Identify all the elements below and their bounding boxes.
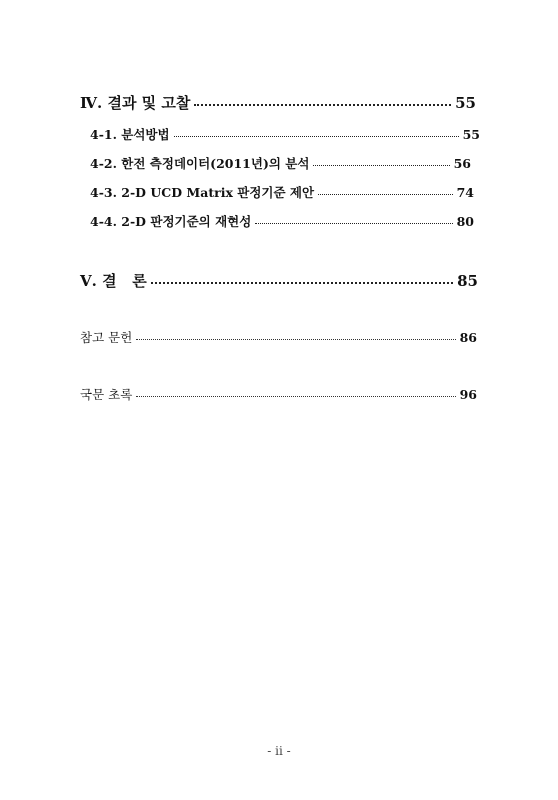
toc-entry-page: 55 [462, 127, 480, 142]
toc-entry-label: 4-4. 2-D 판정기준의 재현성 [90, 214, 252, 229]
toc-entry-page: 55 [455, 94, 476, 112]
dot-leader [313, 165, 449, 166]
toc-entry-label: 4-3. 2-D UCD Matrix 판정기준 제안 [90, 185, 315, 200]
dot-leader [255, 223, 452, 224]
toc-entry-page: 96 [459, 387, 477, 402]
dot-leader [136, 396, 455, 397]
dot-leader [318, 194, 453, 195]
toc-entry-label: Ⅳ. 결과 및 고찰 [80, 94, 191, 112]
toc-entry-korean-abstract[interactable] [80, 385, 477, 403]
toc-entry-label: Ⅴ. 결 론 [80, 272, 147, 290]
toc-entry-chapter-5[interactable] [80, 270, 478, 291]
toc-entry-label: 국문 초록 [80, 387, 133, 402]
toc-entry-page: 85 [457, 272, 478, 290]
toc-entry-section-4-3[interactable] [90, 183, 474, 201]
toc-entry-label: 4-1. 분석방법 [90, 127, 170, 142]
dot-leader [151, 282, 453, 284]
toc-entry-label: 4-2. 한전 측정데이터(2011년)의 분석 [90, 156, 310, 171]
dot-leader [174, 136, 459, 137]
dot-leader [136, 339, 455, 340]
page-number-footer: - ii - [267, 744, 291, 758]
dot-leader [194, 104, 451, 106]
toc-entry-page: 74 [456, 185, 474, 200]
toc-entry-section-4-4[interactable] [90, 212, 474, 230]
toc-entry-page: 86 [459, 330, 477, 345]
toc-entry-page: 56 [453, 156, 471, 171]
toc-entry-references[interactable] [80, 328, 477, 346]
toc-entry-section-4-1[interactable] [90, 125, 480, 143]
toc-entry-label: 참고 문헌 [80, 330, 133, 345]
toc-entry-chapter-4[interactable] [80, 92, 476, 113]
toc-entry-section-4-2[interactable] [90, 154, 471, 172]
toc-entry-page: 80 [456, 214, 474, 229]
